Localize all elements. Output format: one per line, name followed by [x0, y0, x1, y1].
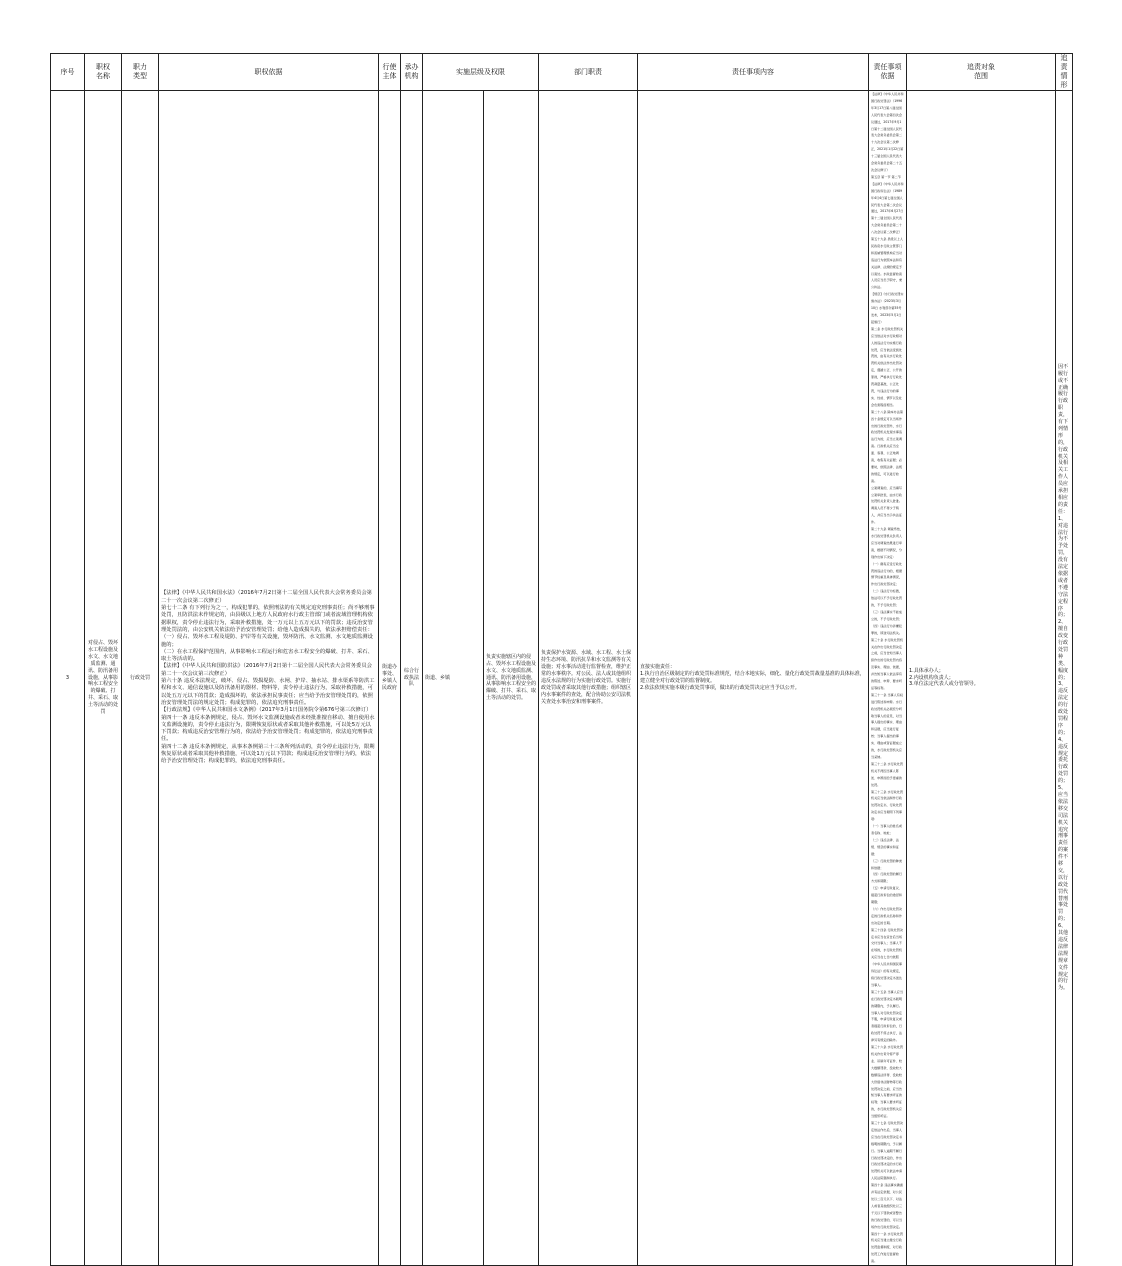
header-subject: 行使 主体 — [379, 54, 401, 91]
header-resp-content: 责任事项内容 — [638, 54, 869, 91]
cell-dept-scope: 负责实施辖区内的侵占、毁坏水工程设施及水文、水文地质监测、通讯、防汛备用设施，从事影响水工程安全的爆破、打井、采石、取土等活动的处罚。 — [484, 91, 539, 1266]
cell-level: 街道、乡镇 — [423, 91, 484, 1266]
cell-target: 1.具体承办人； 2.内设机构负责人； 3.单位法定代表人或分管领导。 — [907, 91, 1056, 1266]
cell-resp-content: 直接实施责任： 1.执行自治区级制定的行政处罚标准规范，结合本地实际，细化、量化行政处罚裁量基准的具体标准，建立健全对行政处罚的监督制度。 2.依法依规实施本级行政处罚事项，做出的行政处罚决定应当予以公开。 — [638, 91, 869, 1266]
header-situation: 追责情形 — [1056, 54, 1073, 91]
cell-seq: 3 — [51, 91, 85, 1266]
header-org: 承办 机构 — [401, 54, 423, 91]
header-basis: 职权依据 — [159, 54, 379, 91]
cell-type: 行政处罚 — [122, 91, 159, 1266]
cell-basis: 【法律】《中华人民共和国水法》（2016年7月2日第十二届全国人民代表大会常务委员会第二十一次会议第二次修正） 第七十二条 有下列行为之一，构成犯罪的，依照刑法的有关规定追究刑事责任；尚不够刑事处罚，且防洪法未作规定的，由县级以上地方人民政府水行政主管部门或者流域管理机构依据职权，责令停止违法行为，采取补救措施，处一万元以上五万元以下的罚款；违反治安管理处罚法的，由公安机关依法给予治安管理处罚；给他人造成损失的，依法承担赔偿责任： （一）侵占、毁坏水工程及堤防、护岸等有关设施，毁坏防汛、水文监测、水文地质监测设施的； （二）在水工程保护范围内，从事影响水工程运行和危害水工程安全的爆破、打井、采石、取土等活动的。 【法律】《中华人民共和国防洪法》（2016年7月2日第十二届全国人民代表大会常务委员会第二十一次会议第三次修正） 第六十条 违反本法规定，破坏、侵占、毁损堤防、水闸、护岸、抽水站、排水渠系等防洪工程和水文、通信设施以及防汛备用的器材、物料等，责令停止违法行为，采取补救措施，可以处五万元以下的罚款；造成损坏的，依法承担民事责任；应当给予治安管理处罚的，依照治安管理处罚法的规定处罚；构成犯罪的，依法追究刑事责任。 【行政法规】《中华人民共和国水文条例》（2017年3月1日国务院令第676号第三次修订） 第四十一条 违反本条例规定，侵占、毁坏水文监测设施或者未经批准擅自移动、擅自使用水文监测设施的，责令停止违法行为，限期恢复原状或者采取其他补救措施，可以处5万元以下罚款；构成违反治安管理行为的，依法给予治安管理处罚；构成犯罪的，依法追究刑事责任。 第四十二条 违反本条例规定，从事本条例第三十三条所列活动的，责令停止违法行为，限期恢复原状或者采取其他补救措施，可以处1万元以下罚款；构成违反治安管理行为的，依法给予治安管理处罚；构成犯罪的，依法追究刑事责任。 — [159, 91, 379, 1266]
header-seq: 序号 — [51, 54, 85, 91]
cell-org: 综合行政执法队 — [401, 91, 423, 1266]
cell-situation: 因不履行或不正确履行行政职责，有下列情形的，行政机关及相关工作人员应承担相应的责任： 1、对违法行为不予处罚，没有法定依据或者不遵守法定程序的； 2、擅自改变行政处罚种类、幅度的； 3、违反法定的行政处罚程序的； 4、违反规定委托行政处罚的； 5、应当依法移交司法机关追究刑事责任的案件不移交，以行政处罚代替刑事处罚的； 6、其他违反法律法规规章文件规定的行为。 — [1056, 91, 1073, 1266]
table-row — [51, 91, 1073, 1266]
header-name: 职权 名称 — [85, 54, 122, 91]
responsibility-table — [50, 53, 1073, 1266]
header-dept: 部门职责 — [539, 54, 638, 91]
cell-dept-duty: 负责保护水资源、水域、水工程、水土保持生态环境、防汛抗旱和水文监测等有关设施；对水事活动进行监督检查，维护正常的水事秩序。对公民、法人或其他组织违反水法规的行为实施行政处罚。实施行政处罚或者采取其他行政措施；组织辖区内水事案件的查处，配合协助公安司法机关查处水事治安和刑事案件。 — [539, 91, 638, 1266]
header-level: 实施层级及权限 — [423, 54, 539, 91]
table-header-row — [51, 54, 1073, 91]
header-resp-basis: 责任事项依据 — [869, 54, 907, 91]
header-type: 职力 类型 — [122, 54, 159, 91]
header-target: 追责对象 范围 — [907, 54, 1056, 91]
cell-subject: 街道办事处、乡镇人民政府 — [379, 91, 401, 1266]
cell-name: 对侵占、毁坏水工程设施及水文、水文地质监测、通讯、防汛备用设施，从事影响水工程安全的爆破、打井、采石、取土等活动的处罚 — [85, 91, 122, 1266]
cell-resp-basis: 【法律】《中华人民共和国行政处罚法》（1996年3月17日第八届全国人民代表大会第四次会议通过，2017年9月1日第十二届全国人民代表大会常务委员会第二十九次会议第二次修正，2021年1月22日第十三届全国人民代表大会常务委员会第二十五次会议修订） 第五章 第一节 第二节 【法律】《中华人民共和国行政诉讼法》（1989年4月4日第七届全国人民代表大会第二次会议通过，2017年6月27日第十二届全国人民代表大会常务委员会第二十八次会议第二次修正） 第五十九条 县级以上人民政府水行政主管部门和流域管理机构应当对违法行为依照本法和有关法律、法规的规定予以查处。水政监督检查人员应当忠于职守，秉公执法。 【规章】《水行政处罚实施办法》（2023年3月10日 水利部令第55号发布，2023年5月1日起施行） 第二条 水行政处罚机关应当依法对水行政相对人的违法行为实施行政处罚，应当依法受到处罚的，由有关水行政处罚机关依法作出处罚决定，遵循公正、公开的原则，严格执行行政处罚裁量基准，公正处罚，与违法行为的事实、性质、情节以及社会危害程度相当。 第二十八条 除本办法第四十条规定可以当场作出的行政处罚外，水行政处罚机关发现水事违法行为的，应当立案调查。行政机关应当全面、客观、公正地调查，收集有关证据；必要时，依照法律、法规的规定，可以进行检查。 立案调查的，应当填写立案审批表，由水行政处罚机关负责人批准。调查人员不得少于两人，并应当出示执法证件。 第二十九条 调查终结，水行政处罚机关负责人应当对调查结果进行审查，根据不同情况，分别作出如下决定： （一）确有应受行政处罚的违法行为的，根据情节轻重及具体情况，作出行政处罚决定； （二）违法行为轻微，依法可以不予行政处罚的，不予行政处罚； （三）违法事实不能成立的，不予行政处罚； （四）违法行为涉嫌犯罪的，移送司法机关。 第三十条 水行政处罚机关在作出行政处罚决定之前，应当告知当事人拟作出的行政处罚内容及事实、理由、依据，并告知当事人依法享有的陈述、申辩、要求听证等权利。 第三十一条 当事人有权进行陈述和申辩。水行政处罚机关必须充分听取当事人的意见，对当事人提出的事实、理由和证据，应当进行复核；当事人提出的事实、理由或者证据成立的，水行政处罚机关应当采纳。 第三十二条 水行政处罚机关不得因当事人陈述、申辩而给予更重的处罚。 第三十三条 水行政处罚机关应当依法制作行政处罚决定书，行政处罚决定书应当载明下列事项： （一）当事人的姓名或者名称、地址； （二）违反法律、法规、规章的事实和证据； （三）行政处罚的种类和依据； （四）行政处罚的履行方式和期限； （五）申请行政复议、提起行政诉讼的途径和期限； （六）作出行政处罚决定的行政机关名称和作出决定的日期。 第三十四条 行政处罚决定书应当在宣告后当场交付当事人；当事人不在场的，水行政处罚机关应当在七日内依照《中华人民共和国民事诉讼法》的有关规定，将行政处罚决定书送达当事人。 第三十五条 当事人应当在行政处罚决定书载明的期限内，予以履行。当事人对行政处罚决定不服，申请行政复议或者提起行政诉讼的，行政处罚不停止执行，法律另有规定的除外。 第三十六条 水行政处罚机关作出责令停产停业、吊销许可证件、较大数额罚款、没收较大数额违法所得、没收较大价值非法财物等行政处罚决定之前，应当告知当事人有要求听证的权利；当事人要求听证的，水行政处罚机关应当组织听证。 第三十七条 行政处罚决定依法作出后，当事人应当在行政处罚决定书载明的期限内，予以履行。当事人逾期不履行行政处罚决定的，作出行政处罚决定的水行政处罚机关可以依法申请人民法院强制执行。 第四十条 违法事实确凿并有法定依据，对公民处以二百元以下、对法人或者其他组织处以三千元以下罚款或者警告的行政处罚的，可以当场作出行政处罚决定。 第四十一条 水行政处罚机关应当建立健全行政处罚监督制度，对行政处罚工作进行监督检查。 — [869, 91, 907, 1266]
